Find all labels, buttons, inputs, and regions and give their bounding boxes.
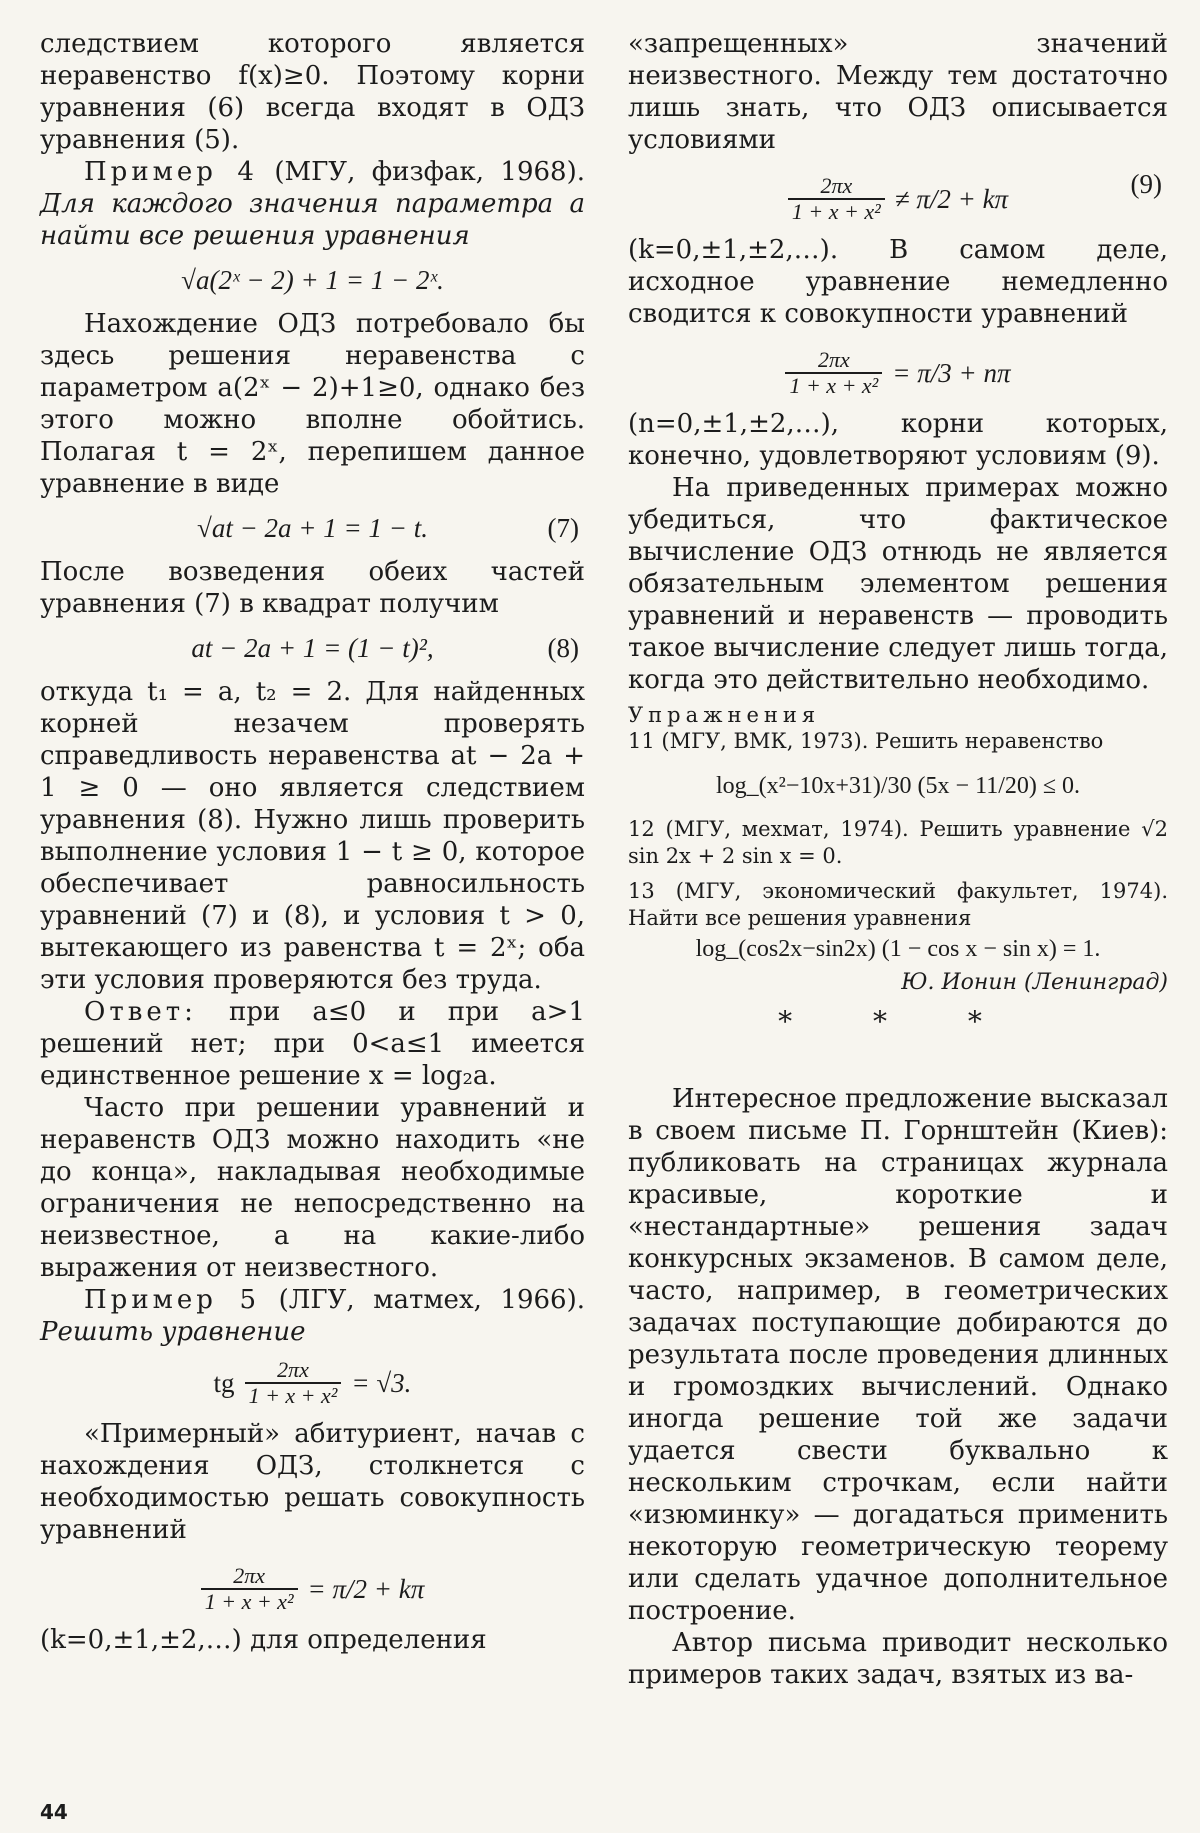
numerator: 2πx (277, 1357, 309, 1382)
exercises-title: Упражнения (628, 703, 821, 727)
formula-9 (628, 166, 1168, 224)
formula-text: √a(2ˣ − 2) + 1 = 1 − 2ˣ. (181, 265, 444, 295)
formula-body (785, 348, 1010, 398)
answer (40, 996, 585, 1092)
exercises (628, 702, 1168, 997)
page-number: 44 (40, 1800, 68, 1824)
exercise-12: 12 (МГУ, мехмат, 1974). Решить уравнение √2 sin 2x + 2 sin x = 0. (628, 817, 1168, 868)
example-label: Пример 4 (84, 157, 258, 187)
formula-7 (40, 510, 585, 546)
paragraph: (k=0,±1,±2,…). В самом деле, исходное уравнение немедленно сводится к совокупности уравнений (628, 235, 1168, 329)
rhs: = π/3 + nπ (892, 358, 1011, 388)
formula-11: log_(x²−10x+31)/30 (5x − 11/20) ≤ 0. (715, 773, 1081, 799)
example-task: Решить уравнение (40, 1317, 306, 1347)
formula-body (788, 174, 1008, 224)
numerator: 2πx (820, 173, 853, 198)
formula-text: at − 2a + 1 = (1 − t)², (191, 633, 434, 663)
paragraph: После возведения обеих частей уравнения (7) в квадрат получим (40, 557, 585, 619)
example-label: Пример 5 (84, 1285, 260, 1315)
paragraph: (n=0,±1,±2,…), корни которых, конечно, удовлетворяют условиям (9). (628, 409, 1168, 471)
answer-label: Ответ: (84, 997, 197, 1027)
formula-set (40, 1556, 585, 1614)
example-source: (МГУ, физфак, 1968). (274, 157, 585, 187)
fraction (201, 1564, 298, 1614)
equation-number: (7) (547, 513, 579, 543)
rhs: ≠ π/2 + kπ (894, 184, 1009, 214)
fraction (785, 348, 882, 398)
denominator: 1 + x + x² (245, 1382, 342, 1408)
formula-n (628, 340, 1168, 398)
paragraph: следствием которого является неравенство f(x)≥0. Поэтому корни уравнения (6) всегда входят в ОДЗ уравнения (5). (40, 29, 585, 155)
exercise-11: 11 (МГУ, ВМК, 1973). Решить неравенство (628, 729, 1104, 753)
paragraph: Часто при решении уравнений и неравенств ОДЗ можно находить «не до конца», накладывая необходимые ограничения не непосредственно на неизвестное, а на какие-либо выражения от неизвестного. (40, 1093, 585, 1283)
tg-operator: tg (213, 1368, 235, 1398)
formula-text: √at − 2a + 1 = 1 − t. (197, 513, 428, 543)
section-divider: * * * (778, 1005, 1018, 1038)
formula-example-4 (40, 262, 585, 298)
rhs: = π/2 + kπ (307, 1574, 425, 1604)
exercise-13: 13 (МГУ, экономический факультет, 1974). Найти все решения уравнения (628, 879, 1168, 930)
formula-example-5 (40, 1358, 585, 1408)
paragraph: Нахождение ОДЗ потребовало бы здесь решения неравенства с параметром a(2ˣ − 2)+1≥0, однако без этого можно вполне обойтись. Полагая t = 2ˣ, перепишем данное уравнение в виде (40, 309, 585, 499)
paragraph: «запрещенных» значений неизвестного. Между тем достаточно лишь знать, что ОДЗ описывается условиями (628, 29, 1168, 155)
example-task: Для каждого значения параметра a найти все решения уравнения (40, 189, 585, 251)
formula-body (201, 1564, 425, 1614)
paragraph: На приведенных примерах можно убедиться, что фактическое вычисление ОДЗ отнюдь не является обязательным элементом решения уравнений и неравенств — проводить такое вычисление следует лишь тогда, когда это действительно необходимо. (628, 473, 1168, 695)
denominator: 1 + x + x² (785, 372, 882, 398)
example-source: (ЛГУ, матмех, 1966). (278, 1285, 585, 1315)
formula-8 (40, 630, 585, 666)
paragraph: откуда t₁ = a, t₂ = 2. Для найденных корней незачем проверять справедливость неравенства at − 2a + 1 ≥ 0 — оно является следствием уравнения (8). Нужно лишь проверить выполнение условия 1 − t ≥ 0, которое обеспечивает равносильность уравнений (7) и (8), и условия t > 0, вытекающего из равенства t = 2ˣ; оба эти условия проверяются без труда. (40, 677, 585, 995)
example-4 (40, 156, 585, 252)
paragraph: (k=0,±1,±2,…) для определения (40, 1625, 487, 1655)
fraction (788, 174, 885, 224)
equation-number: (8) (547, 633, 579, 663)
rhs: = √3. (351, 1368, 412, 1398)
paragraph: Интересное предложение высказал в своем письме П. Горнштейн (Киев): публиковать на страницах журнала красивые, короткие и «нестандартные» решения задач конкурсных экзаменов. В самом деле, часто, например, в геометрических задачах поступающие добираются до результата после проведения длинных и громоздких вычислений. Однако иногда решение той же задачи удается свести буквально к нескольким строчкам, если найти «изюминку» — догадаться применить некоторую геометрическую теорему или сделать удачное дополнительное построение. (628, 1084, 1168, 1626)
numerator: 2πx (233, 1563, 266, 1588)
denominator: 1 + x + x² (201, 1588, 298, 1614)
right-column (628, 28, 1168, 1691)
equation-number: (9) (1130, 169, 1162, 199)
left-column (40, 28, 585, 1656)
numerator: 2πx (817, 347, 850, 372)
fraction (245, 1358, 342, 1408)
paragraph: Автор письма приводит несколько примеров таких задач, взятых из ва- (628, 1628, 1168, 1690)
paragraph: «Примерный» абитуриент, начав с нахождения ОДЗ, столкнется с необходимостью решать совокупность уравнений (40, 1419, 585, 1545)
example-5 (40, 1284, 585, 1348)
author: Ю. Ионин (Ленинград) (901, 970, 1168, 995)
formula-13: log_(cos2x−sin2x) (1 − cos x − sin x) = 1. (695, 936, 1101, 962)
denominator: 1 + x + x² (788, 198, 885, 224)
answer-text: при a≤0 и при a>1 решений нет; при 0<a≤1 имеется единственное решение x = log₂a. (40, 997, 585, 1091)
formula-body (214, 1358, 412, 1408)
